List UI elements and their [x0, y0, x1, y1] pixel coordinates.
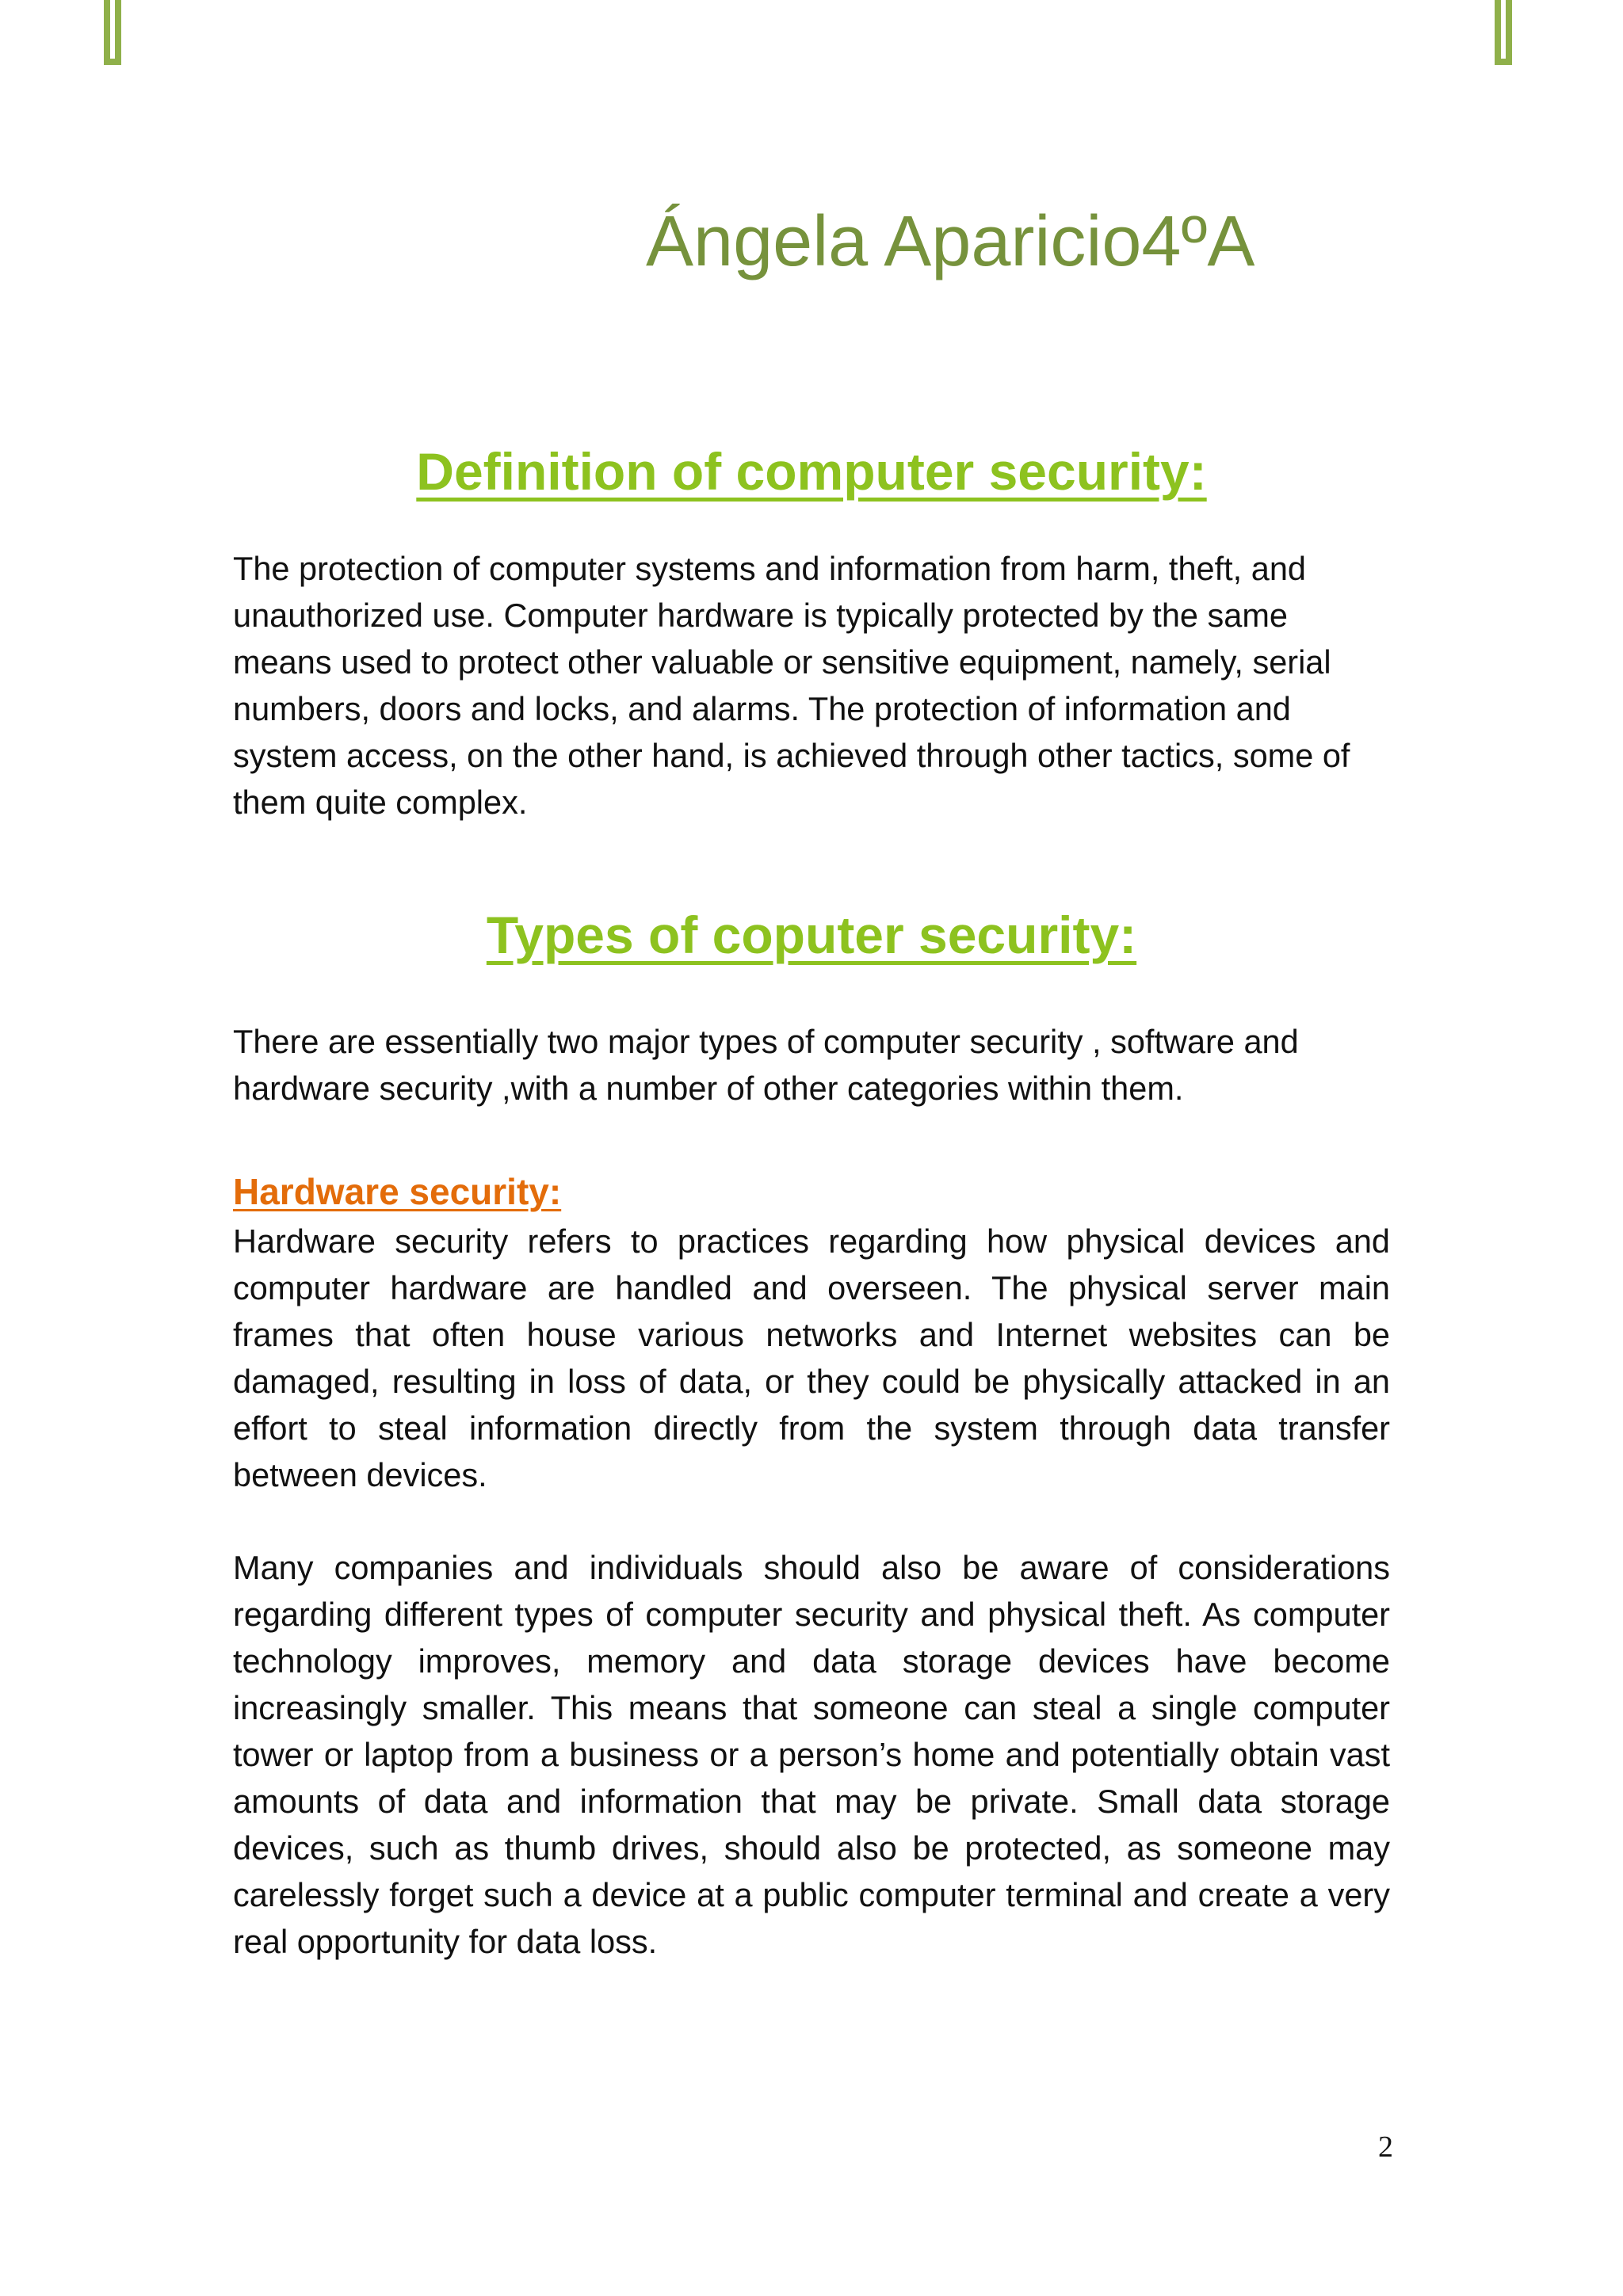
- section-title-definition: Definition of computer security:: [416, 442, 1207, 501]
- paragraph-hardware-1: Hardware security refers to practices regarding how physical devices and computer hardware are handled and overseen. The physical server main frames that often house various networks and Internet websites can be damaged, resulting in loss of data, or they could be physically attacked in an effort to steal information directly from the system through data transfer between devices.: [233, 1222, 1390, 1493]
- paragraph-definition: The protection of computer systems and information from harm, theft, and unauthorized use. Computer hardware is typically protected by the same means used to protect other valuable or sensitive equipment, namely, serial numbers, doors and locks, and alarms. The protection of information and system access, on the other hand, is achieved through other tactics, some of them quite complex.: [233, 550, 1350, 821]
- page-number: 2: [1378, 2130, 1393, 2164]
- corner-bracket-right: [1495, 0, 1512, 65]
- paragraph-types: There are essentially two major types of computer security , software and hardware security ,with a number of other categories within them.: [233, 1023, 1299, 1107]
- corner-bracket-left: [104, 0, 121, 65]
- paragraph-hardware-2: Many companies and individuals should also be aware of considerations regarding different types of computer security and physical theft. As computer technology improves, memory and data storage devices have become increasingly smaller. This means that someone can steal a single computer tower or laptop from a business or a person’s home and potentially obtain vast amounts of data and information that may be private. Small data storage devices, such as thumb drives, should also be protected, as someone may carelessly forget such a device at a public computer terminal and create a very real opportunity for data loss.: [233, 1549, 1390, 1960]
- subtitle-hardware-security: Hardware security:: [233, 1171, 562, 1212]
- author-header: Ángela Aparicio4ºA: [646, 202, 1255, 281]
- section-title-types: Types of coputer security:: [486, 906, 1137, 964]
